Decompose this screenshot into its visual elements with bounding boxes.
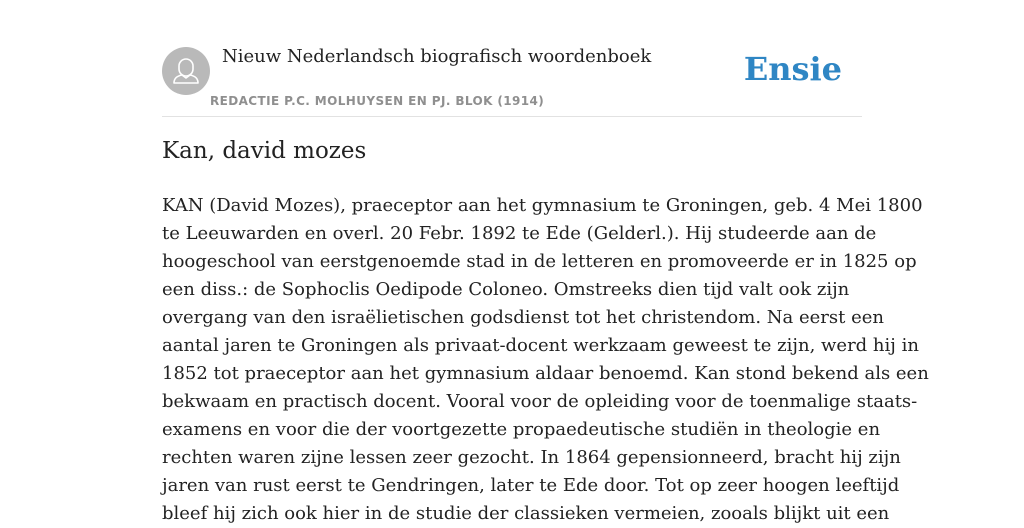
article-text-line: hoogeschool van eerstgenoemde stad in de letteren en promoveerde er in 1825 op bbox=[162, 251, 917, 272]
user-avatar-icon[interactable] bbox=[162, 47, 210, 95]
article-body bbox=[162, 192, 929, 528]
header bbox=[162, 40, 862, 117]
article-text-line: te Leeuwarden en overl. 20 Febr. 1892 te Ede (Gelderl.). Hij studeerde aan de bbox=[162, 223, 877, 244]
article-text-line: aantal jaren te Groningen als privaat-docent werkzaam geweest te zijn, werd hij in bbox=[162, 335, 919, 356]
article-title: Kan, david mozes bbox=[162, 138, 367, 164]
article-text-line: examens en voor die der voortgezette propaedeutische studiën in theologie en bbox=[162, 419, 881, 440]
article-text-line: jaren van rust eerst te Gendringen, later te Ede door. Tot op zeer hoogen leeftijd bbox=[162, 475, 900, 496]
article-text-line: rechten waren zijne lessen zeer gezocht. In 1864 gepensionneerd, bracht hij zijn bbox=[162, 447, 901, 468]
book-title-link[interactable]: Nieuw Nederlandsch biografisch woordenboek bbox=[222, 46, 652, 67]
article-text-line: een diss.: de Sophoclis Oedipode Coloneo. Omstreeks dien tijd valt ook zijn bbox=[162, 279, 850, 300]
article-text-line: bleef hij zich ook hier in de studie der classieken vermeien, zooals blijkt uit een bbox=[162, 503, 890, 524]
article-text-line: KAN (David Mozes), praeceptor aan het gymnasium te Groningen, geb. 4 Mei 1800 bbox=[162, 195, 923, 216]
article-text-line: 1852 tot praeceptor aan het gymnasium aldaar benoemd. Kan stond bekend als een bbox=[162, 363, 929, 384]
article-text-line: bekwaam en practisch docent. Vooral voor de opleiding voor de toenmalige staats- bbox=[162, 391, 918, 412]
editors-subtitle: REDACTIE P.C. MOLHUYSEN EN PJ. BLOK (1914) bbox=[210, 94, 545, 108]
article-text-line: overgang van den israëlietischen godsdienst tot het christendom. Na eerst een bbox=[162, 307, 884, 328]
ensie-logo[interactable]: Ensie bbox=[743, 50, 842, 88]
